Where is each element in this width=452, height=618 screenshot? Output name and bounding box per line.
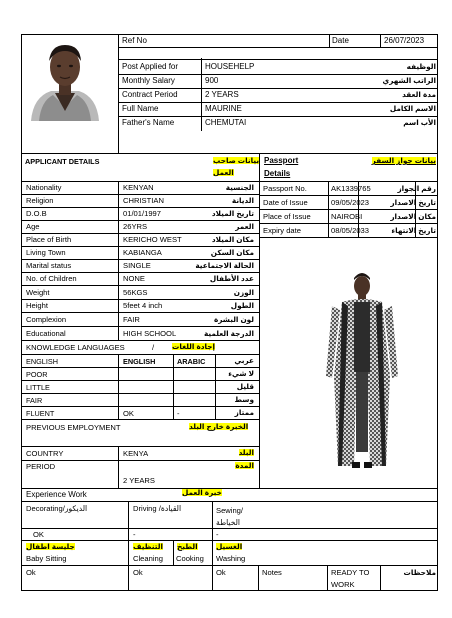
children-ar: عدد الأطفال (209, 274, 254, 283)
task-babysitting: Baby Sitting (26, 554, 67, 563)
nationality-value: KENYAN (123, 183, 154, 192)
period-ar: المدة (235, 461, 254, 470)
lang-col-english-2: ENGLISH (123, 357, 156, 366)
education-value: HIGH SCHOOL (123, 329, 177, 338)
birthplace-value: KERICHO WEST (123, 235, 182, 244)
fullname-ar: الاسم الكامل (389, 104, 436, 113)
post-ar: الوظيفه (406, 62, 436, 71)
father-label: Father's Name (122, 118, 175, 127)
salary-ar: الراتب الشهري (382, 76, 436, 85)
experience-title-ar: خبرة العمل (182, 488, 222, 497)
level-little-ar: قليل (236, 382, 254, 391)
religion-value: CHRISTIAN (123, 196, 164, 205)
skill-driving-value: - (133, 530, 136, 539)
employment-title-ar: الخبرة خارج البلد (189, 422, 249, 431)
lang-col-arabic-ar: عربي (234, 356, 254, 365)
height-value: 5feet 4 inch (123, 301, 163, 310)
level-fair-ar: وسط (234, 395, 254, 404)
expiry-ar: تاريخ الانتهاء (391, 226, 436, 235)
weight-ar: الوزن (233, 288, 254, 297)
dob-value: 01/01/1997 (123, 209, 162, 218)
country-ar: البلد (238, 448, 254, 457)
task-babysitting-value: Ok (26, 568, 36, 577)
expiry-label: Expiry date (263, 226, 301, 235)
lang-col-arabic: ARABIC (177, 357, 206, 366)
border-bottom (21, 590, 438, 591)
marital-value: SINGLE (123, 261, 151, 270)
education-ar: الدرجة العلمية (203, 329, 254, 338)
salary-label: Monthly Salary (122, 76, 175, 85)
issue-date-label: Date of Issue (263, 198, 308, 207)
fullname-label: Full Name (122, 104, 159, 113)
notes-ar: ملاحظات (403, 568, 436, 577)
skill-sewing-value: - (216, 530, 219, 539)
passport-no-ar: رقم الجواز (397, 184, 436, 193)
fluent-arabic-value: - (177, 409, 180, 418)
post-value: HOUSEHELP (205, 62, 255, 71)
passport-title-ar: بيانات جواز السفر (371, 156, 436, 165)
nationality-label: Nationality (26, 183, 62, 192)
task-cooking: Cooking (176, 554, 204, 563)
fluent-english-value: OK (123, 409, 134, 418)
education-label: Educational (26, 329, 66, 338)
passport-title-1: Passport (264, 156, 299, 165)
applicant-details-title: APPLICANT DETAILS (25, 157, 100, 166)
children-value: NONE (123, 274, 145, 283)
dob-ar: تاريخ الميلاد (211, 209, 254, 218)
children-label: No. of Children (26, 274, 77, 283)
complexion-label: Complexion (26, 315, 67, 324)
task-babysitting-ar: جليسة اطفال (26, 542, 75, 551)
birthplace-label: Place of Birth (26, 235, 72, 244)
nationality-ar: الجنسية (225, 183, 254, 192)
age-ar: العمر (235, 222, 254, 231)
date-label: Date (332, 36, 349, 45)
passport-no-value: AK1339765 (331, 184, 371, 193)
task-washing: Washing (216, 554, 246, 563)
task-cleaning-value: Ok (133, 568, 143, 577)
task-cooking-ar: الطبخ (177, 542, 198, 551)
level-poor: POOR (26, 370, 48, 379)
languages-title: KNOWLEDGE LANGUAGES (26, 343, 125, 352)
passport-title-2: Details (264, 169, 291, 178)
age-label: Age (26, 222, 40, 231)
ref-label: Ref No (122, 36, 147, 45)
weight-label: Weight (26, 288, 50, 297)
father-value: CHEMUTAI (205, 118, 247, 127)
skill-sewing: Sewing/ الخياطة (216, 506, 244, 527)
expiry-value: 08/05/2033 (331, 226, 370, 235)
level-fluent: FLUENT (26, 409, 55, 418)
dob-label: D.O.B (26, 209, 47, 218)
experience-title: Experience Work (26, 490, 87, 499)
complexion-ar: لون البشرة (213, 315, 254, 324)
birthplace-ar: مكان الميلاد (211, 235, 254, 244)
issue-date-value: 09/05/2023 (331, 198, 370, 207)
religion-ar: الديانة (231, 196, 254, 205)
skill-decorating: Decorating/الديكور (26, 504, 88, 513)
fullname-value: MAURINE (205, 104, 242, 113)
level-poor-ar: لا شيء (228, 369, 254, 378)
applicant-title-ar-2: العمل (213, 168, 234, 177)
border-top (21, 34, 438, 35)
issue-date-ar: تاريخ الاصدار (390, 198, 436, 207)
applicant-portrait-photo (25, 37, 105, 121)
skill-driving: Driving /القيادة (133, 504, 182, 513)
languages-title-ar: إجادة اللغات (172, 342, 215, 351)
applicant-title-ar-1: بيانات صاحب (213, 156, 260, 165)
date-value: 26/07/2023 (384, 36, 425, 45)
level-fluent-ar: ممتاز (234, 408, 254, 417)
languages-slash: / (152, 343, 155, 352)
salary-value: 900 (205, 76, 219, 85)
issue-place-label: Place of Issue (263, 212, 311, 221)
livingtown-value: KABIANGA (123, 248, 162, 257)
period-value: 2 YEARS (123, 476, 155, 485)
livingtown-label: Living Town (26, 248, 66, 257)
age-value: 26YRS (123, 222, 148, 231)
country-value: KENYA (123, 449, 149, 458)
level-fair: FAIR (26, 396, 43, 405)
lang-col-english: ENGLISH (26, 357, 59, 366)
task-cleaning-ar: التنظيف (133, 542, 163, 551)
task-cleaning: Cleaning (133, 554, 163, 563)
notes-label: Notes (262, 568, 282, 577)
task-washing-ar: الغسيل (216, 542, 243, 551)
notes-value-2: WORK (331, 580, 355, 589)
contract-ar: مدة العقد (402, 90, 436, 99)
applicant-full-body-photo (318, 266, 408, 476)
issue-place-value: NAIROBI (331, 212, 363, 221)
height-ar: الطول (230, 301, 254, 310)
passport-no-label: Passport No. (263, 184, 307, 193)
level-little: LITTLE (26, 383, 50, 392)
notes-value-1: READY TO (331, 568, 370, 577)
marital-ar: الحالة الاجتماعية (195, 261, 254, 270)
country-label: COUNTRY (26, 449, 64, 458)
father-ar: الأب اسم (403, 118, 436, 127)
period-label: PERIOD (26, 462, 56, 471)
complexion-value: FAIR (123, 315, 140, 324)
livingtown-ar: مكان السكن (210, 248, 254, 257)
contract-value: 2 YEARS (205, 90, 239, 99)
border-right (437, 34, 438, 591)
skill-decorating-value: OK (33, 530, 44, 539)
weight-value: 56KGS (123, 288, 148, 297)
height-label: Height (26, 301, 48, 310)
post-label: Post Applied for (122, 62, 179, 71)
contract-label: Contract Period (122, 90, 178, 99)
marital-label: Marital status (26, 261, 72, 270)
issue-place-ar: مكان الاصدار (390, 212, 436, 221)
employment-title: PREVIOUS EMPLOYMENT (26, 423, 121, 432)
religion-label: Religion (26, 196, 54, 205)
task-washing-value: Ok (216, 568, 226, 577)
